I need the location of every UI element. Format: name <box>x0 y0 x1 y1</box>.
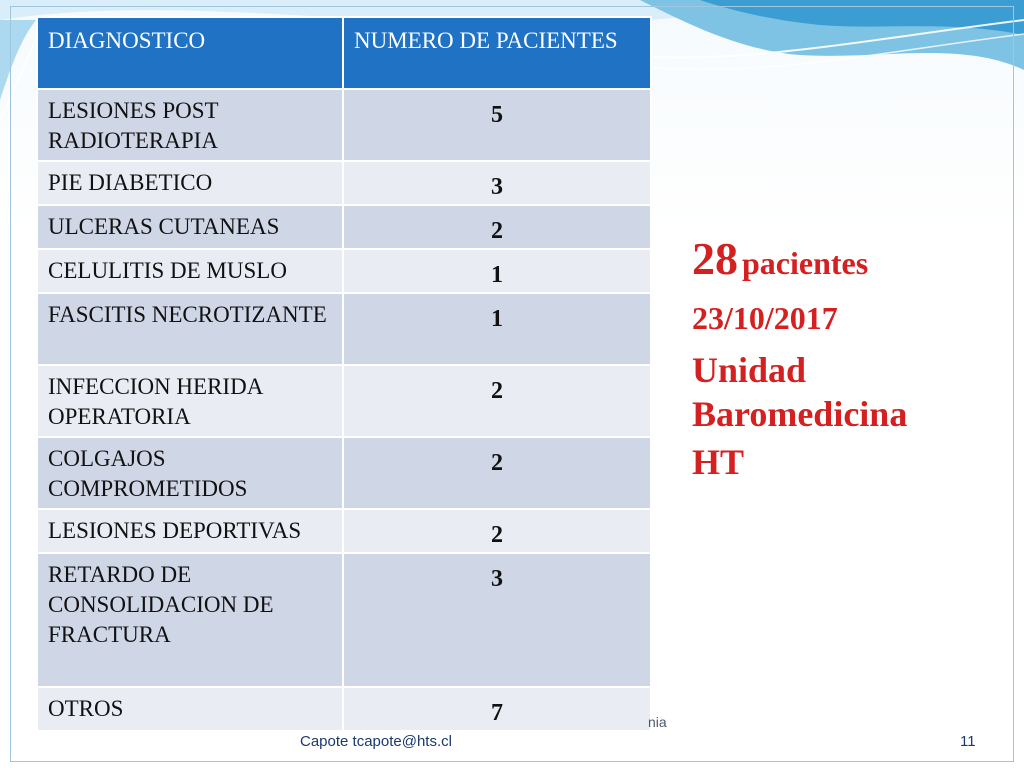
diagnosis-cell: INFECCION HERIDA OPERATORIA <box>37 365 343 437</box>
table-row <box>37 89 651 161</box>
patient-total <box>692 234 1002 284</box>
diagnosis-cell: PIE DIABETICO <box>37 161 343 205</box>
table-row <box>37 161 651 205</box>
diagnosis-cell: COLGAJOS COMPROMETIDOS <box>37 437 343 509</box>
summary-block <box>692 234 1002 484</box>
table-row <box>37 553 651 687</box>
table-row <box>37 249 651 293</box>
diagnosis-cell: RETARDO DE CONSOLIDACION DE FRACTURA <box>37 553 343 687</box>
footer-author: Capote tcapote@hts.cl <box>300 733 452 750</box>
count-cell: 7 <box>343 687 651 731</box>
count-cell: 3 <box>343 553 651 687</box>
report-date: 23/10/2017 <box>692 300 838 336</box>
count-cell: 2 <box>343 437 651 509</box>
diagnosis-cell: LESIONES POST RADIOTERAPIA <box>37 89 343 161</box>
count-cell: 3 <box>343 161 651 205</box>
diagnosis-cell: ULCERAS CUTANEAS <box>37 205 343 249</box>
diagnosis-cell: FASCITIS NECROTIZANTE <box>37 293 343 365</box>
count-cell: 5 <box>343 89 651 161</box>
unit-name-line2: Baromedicina <box>692 394 908 434</box>
patient-count: 28 <box>692 233 738 284</box>
page-number: 11 <box>960 733 976 750</box>
table-row <box>37 509 651 553</box>
footer-fragment-text: nia <box>648 714 667 730</box>
diagnosis-cell: OTROS <box>37 687 343 731</box>
table-row <box>37 437 651 509</box>
count-cell: 2 <box>343 509 651 553</box>
header-diagnostico: DIAGNOSTICO <box>37 17 343 89</box>
diagnosis-cell: CELULITIS DE MUSLO <box>37 249 343 293</box>
count-cell: 2 <box>343 205 651 249</box>
count-cell: 1 <box>343 249 651 293</box>
unit-name-line3: HT <box>692 442 745 482</box>
table-row <box>37 293 651 365</box>
diagnosis-cell: LESIONES DEPORTIVAS <box>37 509 343 553</box>
count-cell: 1 <box>343 293 651 365</box>
table-row <box>37 205 651 249</box>
count-cell: 2 <box>343 365 651 437</box>
table-header-row <box>37 17 651 89</box>
table-row <box>37 687 651 731</box>
table-row <box>37 365 651 437</box>
patient-word: pacientes <box>742 245 869 281</box>
unit-name-line1: Unidad <box>692 350 807 390</box>
header-numero-pacientes: NUMERO DE PACIENTES <box>343 17 651 89</box>
diagnosis-table <box>36 16 652 732</box>
